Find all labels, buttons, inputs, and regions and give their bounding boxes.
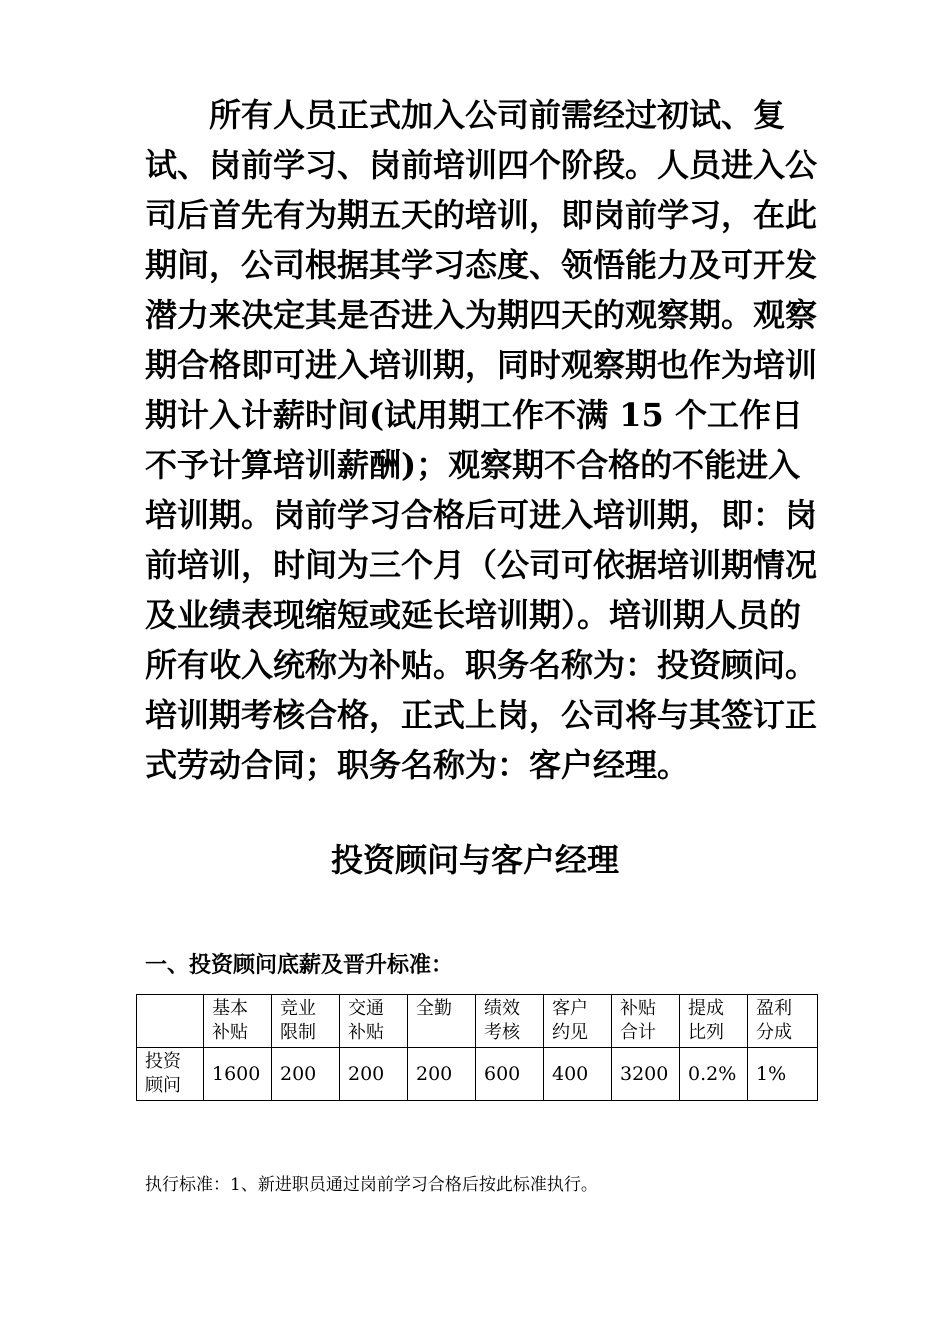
table-cell: 3200 — [612, 1048, 680, 1101]
salary-table — [136, 994, 818, 1101]
table-header-cell: 全勤 — [408, 995, 476, 1048]
table-cell: 200 — [340, 1048, 408, 1101]
table-header-cell: 基本补贴 — [204, 995, 272, 1048]
table-row-label: 投资顾问 — [137, 1048, 204, 1101]
execution-note: 执行标准：1、新进职员通过岗前学习合格后按此标准执行。 — [145, 1175, 598, 1195]
table-header-cell: 客户约见 — [544, 995, 612, 1048]
table-cell: 0.2% — [680, 1048, 748, 1101]
table-cell: 600 — [476, 1048, 544, 1101]
intro-paragraph: 所有人员正式加入公司前需经过初试、复试、岗前学习、岗前培训四个阶段。人员进入公司后首先有为期五天的培训，即岗前学习，在此期间，公司根据其学习态度、领悟能力及可开发潜力来决定其是否进入为期四天的观察期。观察期合格即可进入培训期，同时观察期也作为培训期计入计薪时间(试用期工作不满 15 个工作日不予计算培训薪酬)；观察期不合格的不能进入培训期。岗前学习合格后可进入培训期，即：岗前培训，时间为三个月（公司可依据培训期情况及业绩表现缩短或延长培训期）。培训期人员的所有收入统称为补贴。职务名称为：投资顾问。培训期考核合格，正式上岗，公司将与其签订正式劳动合同；职务名称为：客户经理。 — [145, 96, 818, 784]
table-header-cell: 竞业限制 — [272, 995, 340, 1048]
section-heading: 投资顾问与客户经理 — [330, 841, 619, 879]
table-row — [137, 1048, 818, 1101]
table-cell: 1600 — [204, 1048, 272, 1101]
salary-section-title: 一、投资顾问底薪及晋升标准： — [145, 952, 454, 978]
table-cell: 200 — [272, 1048, 340, 1101]
table-cell: 200 — [408, 1048, 476, 1101]
table-header-cell — [137, 995, 204, 1048]
table-header-cell: 交通补贴 — [340, 995, 408, 1048]
table-header-cell: 提成比列 — [680, 995, 748, 1048]
table-header-cell: 盈利分成 — [748, 995, 818, 1048]
table-header-cell: 绩效考核 — [476, 995, 544, 1048]
table-header-cell: 补贴合计 — [612, 995, 680, 1048]
table-cell: 400 — [544, 1048, 612, 1101]
table-header-row — [137, 995, 818, 1048]
table-cell: 1% — [748, 1048, 818, 1101]
